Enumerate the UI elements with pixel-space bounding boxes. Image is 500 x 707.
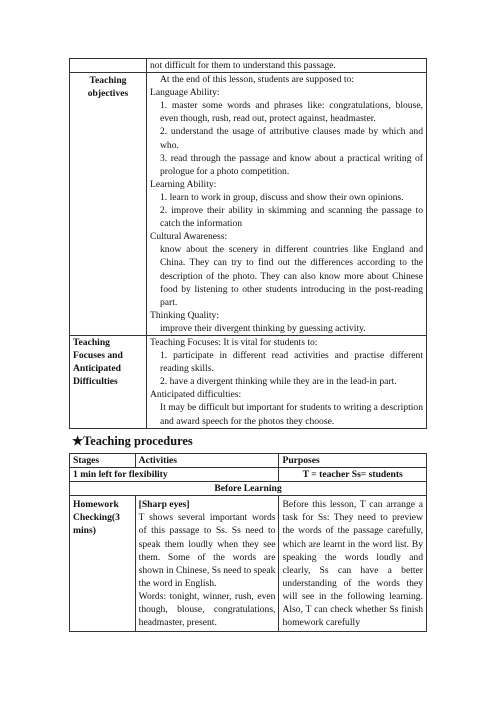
- intro-row: [70, 59, 427, 73]
- objectives-line: 1. learn to work in group, discuss and show their own opinions.: [160, 191, 404, 203]
- before-learning-label: Before Learning: [70, 482, 427, 496]
- objectives-line: 2. understand the usage of attributive clauses made by which and who.: [160, 126, 423, 151]
- objectives-line: Thinking Quality:: [150, 309, 220, 321]
- objectives-line: improve their divergent thinking by guessing activity.: [160, 322, 366, 334]
- header-stages: Stages: [70, 454, 136, 468]
- objectives-line: 1. master some words and phrases like: congratulations, blouse, even though, rush, read out, protect against, headmaster.: [160, 100, 423, 125]
- stage-homework-checking: Homework Checking(3 mins): [70, 496, 136, 632]
- homework-row: [70, 496, 427, 632]
- focuses-line: 1. participate in different read activities and practise different reading skills.: [160, 350, 423, 375]
- objectives-line: At the end of this lesson, students are supposed to:: [160, 74, 354, 86]
- intro-text: not difficult for them to understand this passage.: [147, 59, 427, 73]
- abbreviation-key: T = teacher Ss= students: [279, 468, 427, 482]
- objectives-label: [70, 73, 147, 336]
- objectives-row: [70, 73, 427, 336]
- flexibility-note: 1 min left for flexibility: [70, 468, 279, 482]
- focuses-row: [70, 335, 427, 428]
- objectives-line: Language Ability:: [150, 87, 220, 99]
- focuses-label: [70, 335, 147, 428]
- activity-words: Words: tonight, winner, rush, even though, blouse, congratulations, headmaster, present.: [138, 590, 276, 629]
- objectives-line: Learning Ability:: [150, 178, 217, 190]
- objectives-line: Cultural Awareness:: [150, 231, 228, 243]
- focuses-line: Anticipated difficulties:: [150, 389, 242, 401]
- focuses-line: It may be difficult but important for students to writing a description and award speech for the photos they choose.: [160, 402, 423, 427]
- focuses-line: Teaching Focuses: It is vital for students to:: [150, 336, 318, 348]
- focuses-line: 2. have a divergent thinking while they are in the lead-in part.: [160, 376, 397, 388]
- objectives-line: 3. read through the passage and know about a practical writing of prologue for a photo competition.: [160, 152, 423, 177]
- before-learning-row: [70, 482, 427, 496]
- header-activities: Activities: [135, 454, 279, 468]
- objectives-line: 2. improve their ability in skimming and scanning the passage to catch the information: [160, 205, 423, 230]
- activity-text: T shows several important words of this passage to Ss. Ss need to speak them loudly when they see them. Some of the words are shown in Chinese, Ss need to speak the word in English.: [138, 512, 276, 589]
- procedures-table: [69, 453, 427, 632]
- focuses-content: [147, 335, 427, 428]
- intro-label-cell: [70, 59, 147, 73]
- activity-sharp-eyes: [135, 496, 279, 632]
- objectives-content: [147, 73, 427, 336]
- purpose-text: Before this lesson, T can arrange a task for Ss: They need to preview the words of the passage carefully, which are learnt in the word list. By speaking the words loudly and clearly, Ss can have a better understanding of the words they will see in the following learning. Also, T can check whether Ss finish homework carefully: [279, 496, 427, 632]
- objectives-line: know about the scenery in different countries like England and China. They can try to find out the differences according to the description of the photo. They can also know more about Chinese food by listening to other students introducing in the post-reading part.: [160, 244, 423, 308]
- procedures-header-row: [70, 454, 427, 468]
- section-heading: ★Teaching procedures: [72, 434, 193, 448]
- flexibility-row: [70, 468, 427, 482]
- objectives-label-text: Teaching objectives: [87, 75, 129, 100]
- focuses-label-text: Teaching Focuses and Anticipated Difficulties: [73, 336, 123, 388]
- header-purposes: Purposes: [279, 454, 427, 468]
- activity-title: [Sharp eyes]: [138, 499, 190, 511]
- lesson-plan-table: [69, 58, 427, 429]
